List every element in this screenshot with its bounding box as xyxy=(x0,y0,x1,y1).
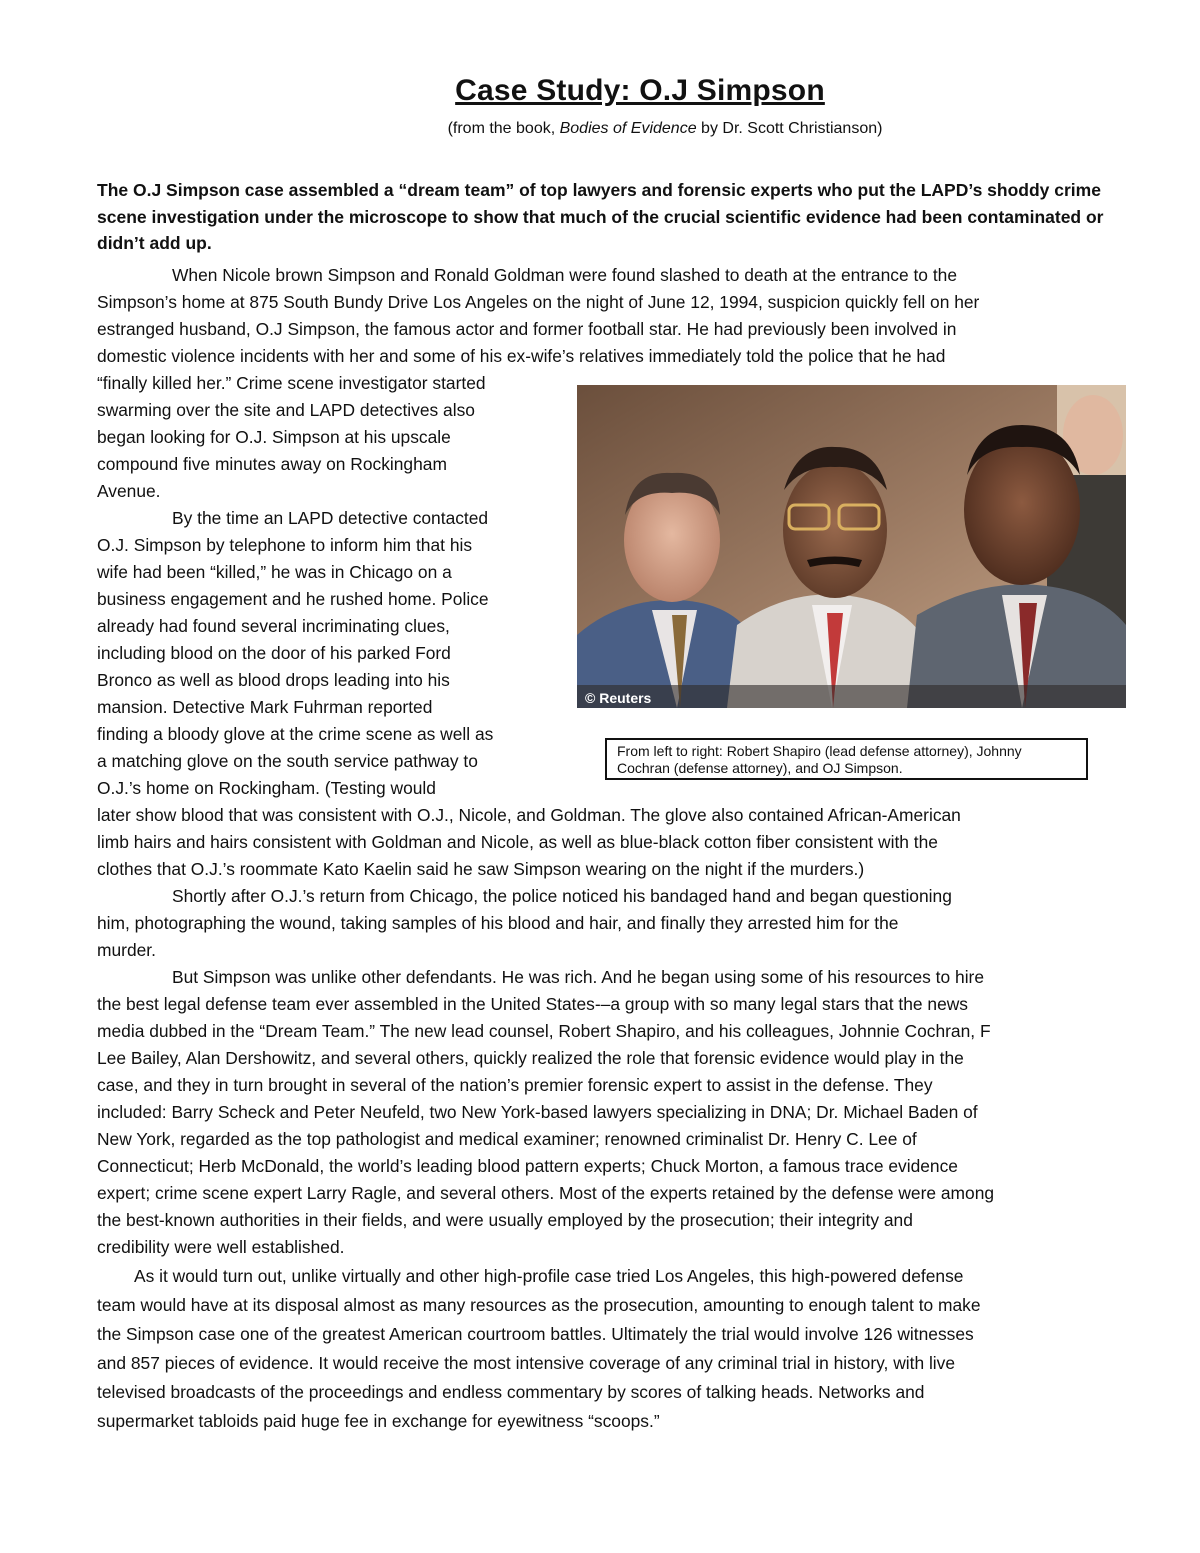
body-line: the Simpson case one of the greatest American courtroom battles. Ultimately the trial would involve 126 witnesses xyxy=(97,1324,974,1344)
body-line: “finally killed her.” Crime scene investigator started xyxy=(97,373,486,393)
body-line: New York, regarded as the top pathologist and medical examiner; renowned criminalist Dr. Henry C. Lee of xyxy=(97,1129,917,1149)
body-line: business engagement and he rushed home. Police xyxy=(97,589,489,609)
body-line: media dubbed in the “Dream Team.” The new lead counsel, Robert Shapiro, and his colleagues, Johnnie Cochran, F xyxy=(97,1021,991,1041)
photo-image xyxy=(577,385,1126,708)
subtitle-suffix: by Dr. Scott Christianson) xyxy=(696,120,883,137)
courtroom-photo xyxy=(577,385,1126,708)
body-line: Shortly after O.J.’s return from Chicago, the police noticed his bandaged hand and began questioning xyxy=(172,886,952,906)
body-line: domestic violence incidents with her and some of his ex-wife’s relatives immediately told the police that he had xyxy=(97,346,946,366)
body-line: the best-known authorities in their fields, and were usually employed by the prosecution; their integrity and xyxy=(97,1210,913,1230)
body-line: later show blood that was consistent with O.J., Nicole, and Goldman. The glove also contained African-American xyxy=(97,805,961,825)
body-line: But Simpson was unlike other defendants. He was rich. And he began using some of his resources to hire xyxy=(172,967,985,987)
subtitle-prefix: (from the book, xyxy=(447,120,560,137)
body-line: By the time an LAPD detective contacted xyxy=(172,508,489,528)
body-line: compound five minutes away on Rockingham xyxy=(97,454,447,474)
body-line: mansion. Detective Mark Fuhrman reported xyxy=(97,697,433,717)
page-title: Case Study: O.J Simpson xyxy=(455,74,825,107)
body-line: case, and they in turn brought in several of the nation’s premier forensic expert to assist in the defense. They xyxy=(97,1075,933,1095)
body-line: including blood on the door of his parked Ford xyxy=(97,643,451,663)
body-line: a matching glove on the south service pathway to xyxy=(97,751,478,771)
body-line: limb hairs and hairs consistent with Goldman and Nicole, as well as blue-black cotton fiber consistent with the xyxy=(97,832,938,852)
body-line: credibility were well established. xyxy=(97,1237,345,1257)
photo-credit: © Reuters xyxy=(585,690,652,706)
body-line: finding a bloody glove at the crime scene as well as xyxy=(97,724,494,744)
body-line: the best legal defense team ever assembled in the United States-–a group with so many legal stars that the news xyxy=(97,994,968,1014)
body-line: him, photographing the wound, taking samples of his blood and hair, and finally they arrested him for the xyxy=(97,913,899,933)
body-line: Connecticut; Herb McDonald, the world’s leading blood pattern experts; Chuck Morton, a famous trace evidence xyxy=(97,1156,958,1176)
body-line: wife had been “killed,” he was in Chicago on a xyxy=(97,562,452,582)
body-line: murder. xyxy=(97,940,156,960)
body-line: When Nicole brown Simpson and Ronald Goldman were found slashed to death at the entrance to the xyxy=(172,265,957,285)
body-line: clothes that O.J.’s roommate Kato Kaelin said he saw Simpson wearing on the night if the murders.) xyxy=(97,859,865,879)
body-line: televised broadcasts of the proceedings and endless commentary by scores of talking heads. Networks and xyxy=(97,1382,925,1402)
body-line: began looking for O.J. Simpson at his upscale xyxy=(97,427,451,447)
body-line: Simpson’s home at 875 South Bundy Drive Los Angeles on the night of June 12, 1994, suspicion quickly fell on her xyxy=(97,292,980,312)
body-line: estranged husband, O.J Simpson, the famous actor and former football star. He had previously been involved in xyxy=(97,319,957,339)
photo-caption: From left to right: Robert Shapiro (lead defense attorney), Johnny Cochran (defense attorney), and OJ Simpson. xyxy=(605,738,1088,780)
body-line: expert; crime scene expert Larry Ragle, and several others. Most of the experts retained by the defense were among xyxy=(97,1183,995,1203)
lead-paragraph: The O.J Simpson case assembled a “dream team” of top lawyers and forensic experts who put the LAPD’s shoddy crime scene investigation under the microscope to show that much of the crucial scientific evidence had been contaminated or didn’t add up. xyxy=(97,180,1104,253)
body-line: Bronco as well as blood drops leading into his xyxy=(97,670,450,690)
body-line: O.J.’s home on Rockingham. (Testing would xyxy=(97,778,436,798)
body-line: As it would turn out, unlike virtually and other high-profile case tried Los Angeles, this high-powered defense xyxy=(134,1266,964,1286)
body-line: swarming over the site and LAPD detectives also xyxy=(97,400,475,420)
body-line: supermarket tabloids paid huge fee in exchange for eyewitness “scoops.” xyxy=(97,1411,660,1431)
body-line: Lee Bailey, Alan Dershowitz, and several others, quickly realized the role that forensic evidence would play in the xyxy=(97,1048,964,1068)
body-line: included: Barry Scheck and Peter Neufeld, two New York-based lawyers specializing in DNA; Dr. Michael Baden of xyxy=(97,1102,978,1122)
body-line: O.J. Simpson by telephone to inform him that his xyxy=(97,535,473,555)
body-line: team would have at its disposal almost as many resources as the prosecution, amounting to enough talent to make xyxy=(97,1295,981,1315)
subtitle-book-title: Bodies of Evidence xyxy=(559,120,697,137)
body-line: Avenue. xyxy=(97,481,161,501)
body-line: and 857 pieces of evidence. It would receive the most intensive coverage of any criminal trial in history, with live xyxy=(97,1353,956,1373)
page-subtitle xyxy=(0,120,1200,138)
body-line: already had found several incriminating clues, xyxy=(97,616,450,636)
